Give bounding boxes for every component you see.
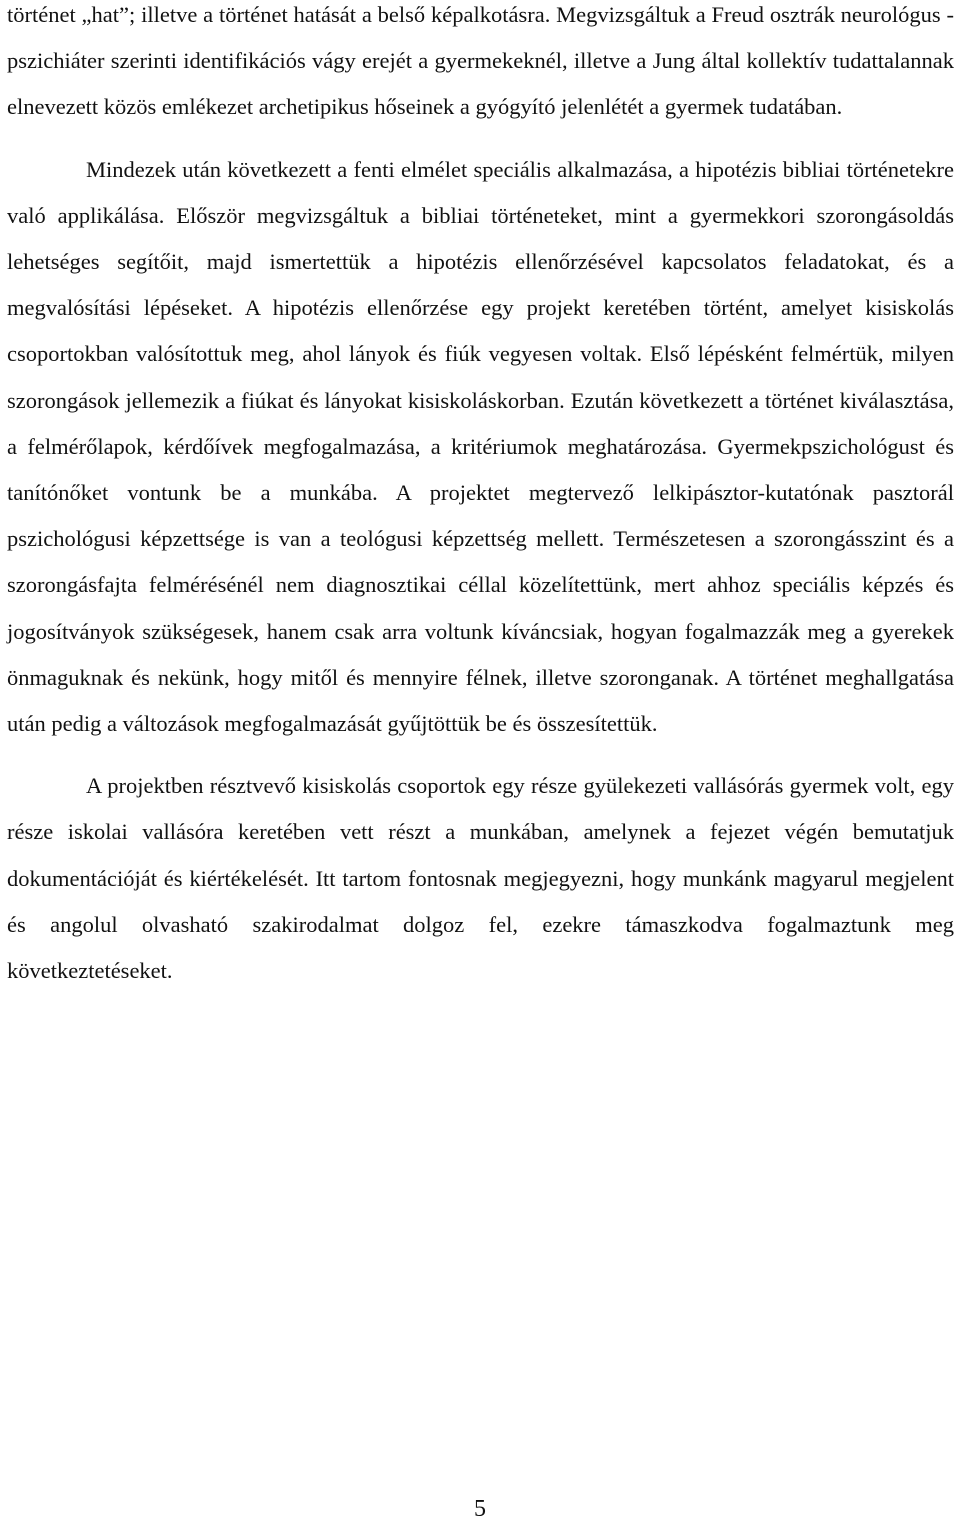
paragraph-2: Mindezek után következett a fenti elmélet speciális alkalmazása, a hipotézis bibliai történetekre való applikálása. Először megvizsgáltuk a bibliai történeteket, mint a gyermekkori szorongásoldás lehetséges segítőit, majd ismertettük a hipotézis ellenőrzésével kapcsolatos feladatokat, és a megvalósítási lépéseket. A hipotézis ellenőrzése egy projekt keretében történt, amelyet kisiskolás csoportokban valósítottuk meg, ahol lányok és fiúk vegyesen voltak. Első lépésként felmértük, milyen szorongások jellemezik a fiúkat és lányokat kisiskoláskorban. Ezután következett a történet kiválasztása, a felmérőlapok, kérdőívek megfogalmazása, a kritériumok meghatározása. Gyermekpszichológust és tanítónőket vontunk be a munkába. A projektet megtervező lelkipásztor-kutatónak pasztorál pszichológusi képzettsége is van a teológusi képzettség mellett. Természetesen a szorongásszint és a szorongásfajta felmérésénél nem diagnosztikai céllal közelítettünk, mert ahhoz speciális képzés és jogosítványok szükségesek, hanem csak arra voltunk kíváncsiak, hogyan fogalmazzák meg a gyerekek önmaguknak és nekünk, hogy mitől és mennyire félnek, illetve szoronganak. A történet meghallgatása után pedig a változások megfogalmazását gyűjtöttük be és összesítettük. [7, 156, 954, 737]
paragraph-1: történet „hat”; illetve a történet hatását a belső képalkotásra. Megvizsgáltuk a Freud osztrák neurológus - pszichiáter szerinti identifikációs vágy erejét a gyermekeknél, illetve a Jung által kollektív tudattalannak elnevezett közös emlékezet archetipikus hőseinek a gyógyító jelenlétét a gyermek tudatában. [7, 2, 954, 120]
paragraph-3: A projektben résztvevő kisiskolás csoportok egy része gyülekezeti vallásórás gyermek volt, egy része iskolai vallásóra keretében vett részt a munkában, amelynek a fejezet végén bemutatjuk dokumentációját és kiértékelését. Itt tartom fontosnak megjegyezni, hogy munkánk magyarul megjelent és angolul olvasható szakirodalmat dolgoz fel, ezekre támaszkodva fogalmaztunk meg következtetéseket. [7, 773, 954, 984]
page-number: 5 [474, 1496, 486, 1522]
